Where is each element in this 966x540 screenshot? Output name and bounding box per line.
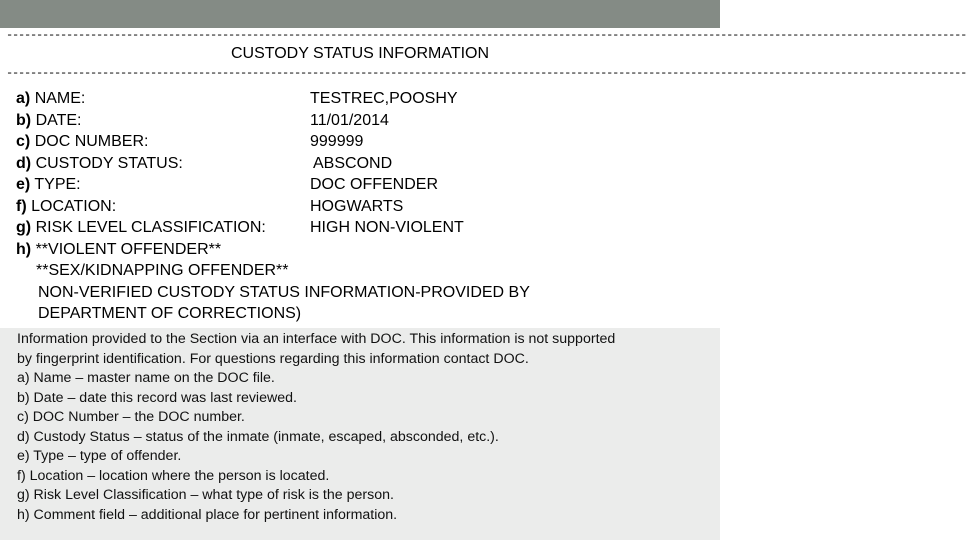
field-value-doc-number: 999999 bbox=[310, 133, 364, 150]
info-line: a) Name – master name on the DOC file. bbox=[17, 370, 275, 386]
field-description-panel bbox=[0, 328, 720, 540]
field-row-location bbox=[16, 196, 116, 217]
field-label: LOCATION: bbox=[31, 197, 117, 215]
info-line: b) Date – date this record was last reviewed. bbox=[17, 389, 297, 406]
comment-line: **SEX/KIDNAPPING OFFENDER** bbox=[36, 262, 289, 279]
field-row-date bbox=[16, 110, 82, 131]
info-line: h) Comment field – additional place for pertinent information. bbox=[17, 506, 398, 523]
info-line: f) Location – location where the person is located. bbox=[17, 467, 330, 484]
field-value-location: HOGWARTS bbox=[310, 197, 404, 215]
field-letter: b) bbox=[16, 111, 32, 129]
record-title: CUSTODY STATUS INFORMATION bbox=[230, 45, 490, 62]
field-letter: c) bbox=[16, 133, 31, 150]
info-line: c) DOC Number – the DOC number. bbox=[17, 409, 245, 425]
info-line: Information provided to the Section via an interface with DOC. This information is not supported bbox=[17, 331, 616, 347]
info-line: g) Risk Level Classification – what type of risk is the person. bbox=[17, 487, 394, 503]
field-label: CUSTODY STATUS: bbox=[35, 154, 183, 172]
comment-line: DEPARTMENT OF CORRECTIONS) bbox=[38, 305, 302, 322]
field-value-date: 11/01/2014 bbox=[310, 111, 389, 129]
field-label: **VIOLENT OFFENDER** bbox=[35, 240, 222, 258]
top-bar bbox=[0, 0, 720, 28]
field-letter: f) bbox=[16, 197, 27, 215]
field-value-name: TESTREC,POOSHY bbox=[310, 90, 458, 107]
field-label: TYPE: bbox=[34, 176, 81, 193]
info-line: e) Type – type of offender. bbox=[17, 448, 182, 464]
field-label: DOC NUMBER: bbox=[34, 133, 149, 150]
info-line: by fingerprint identification. For questions regarding this information contact DOC. bbox=[17, 350, 529, 367]
field-row-risk-level bbox=[16, 217, 266, 238]
field-letter: g) bbox=[16, 219, 32, 236]
field-row-comment bbox=[16, 239, 221, 260]
field-row-doc-number bbox=[16, 131, 148, 152]
field-row-type bbox=[16, 174, 81, 195]
field-letter: a) bbox=[16, 90, 31, 107]
field-value-custody-status: ABSCOND bbox=[313, 154, 393, 172]
field-letter: e) bbox=[16, 176, 31, 193]
field-value-risk-level: HIGH NON-VIOLENT bbox=[310, 219, 464, 236]
field-row-name bbox=[16, 88, 85, 109]
separator-bottom: ---------------------------------------------------------------------------------------------------------------------------------------------------------------- bbox=[6, 66, 966, 80]
field-letter: d) bbox=[16, 154, 32, 172]
comment-line: NON-VERIFIED CUSTODY STATUS INFORMATION-PROVIDED BY bbox=[38, 283, 530, 301]
custody-record-panel bbox=[0, 28, 966, 328]
field-letter: h) bbox=[16, 240, 32, 258]
info-line: d) Custody Status – status of the inmate (inmate, escaped, absconded, etc.). bbox=[17, 428, 499, 445]
separator-top: ---------------------------------------------------------------------------------------------------------------------------------------------------------------- bbox=[6, 28, 966, 42]
field-row-custody-status bbox=[16, 153, 183, 174]
field-value-type: DOC OFFENDER bbox=[310, 176, 438, 193]
field-label: NAME: bbox=[34, 90, 86, 107]
field-label: RISK LEVEL CLASSIFICATION: bbox=[35, 219, 266, 236]
field-label: DATE: bbox=[35, 111, 82, 129]
